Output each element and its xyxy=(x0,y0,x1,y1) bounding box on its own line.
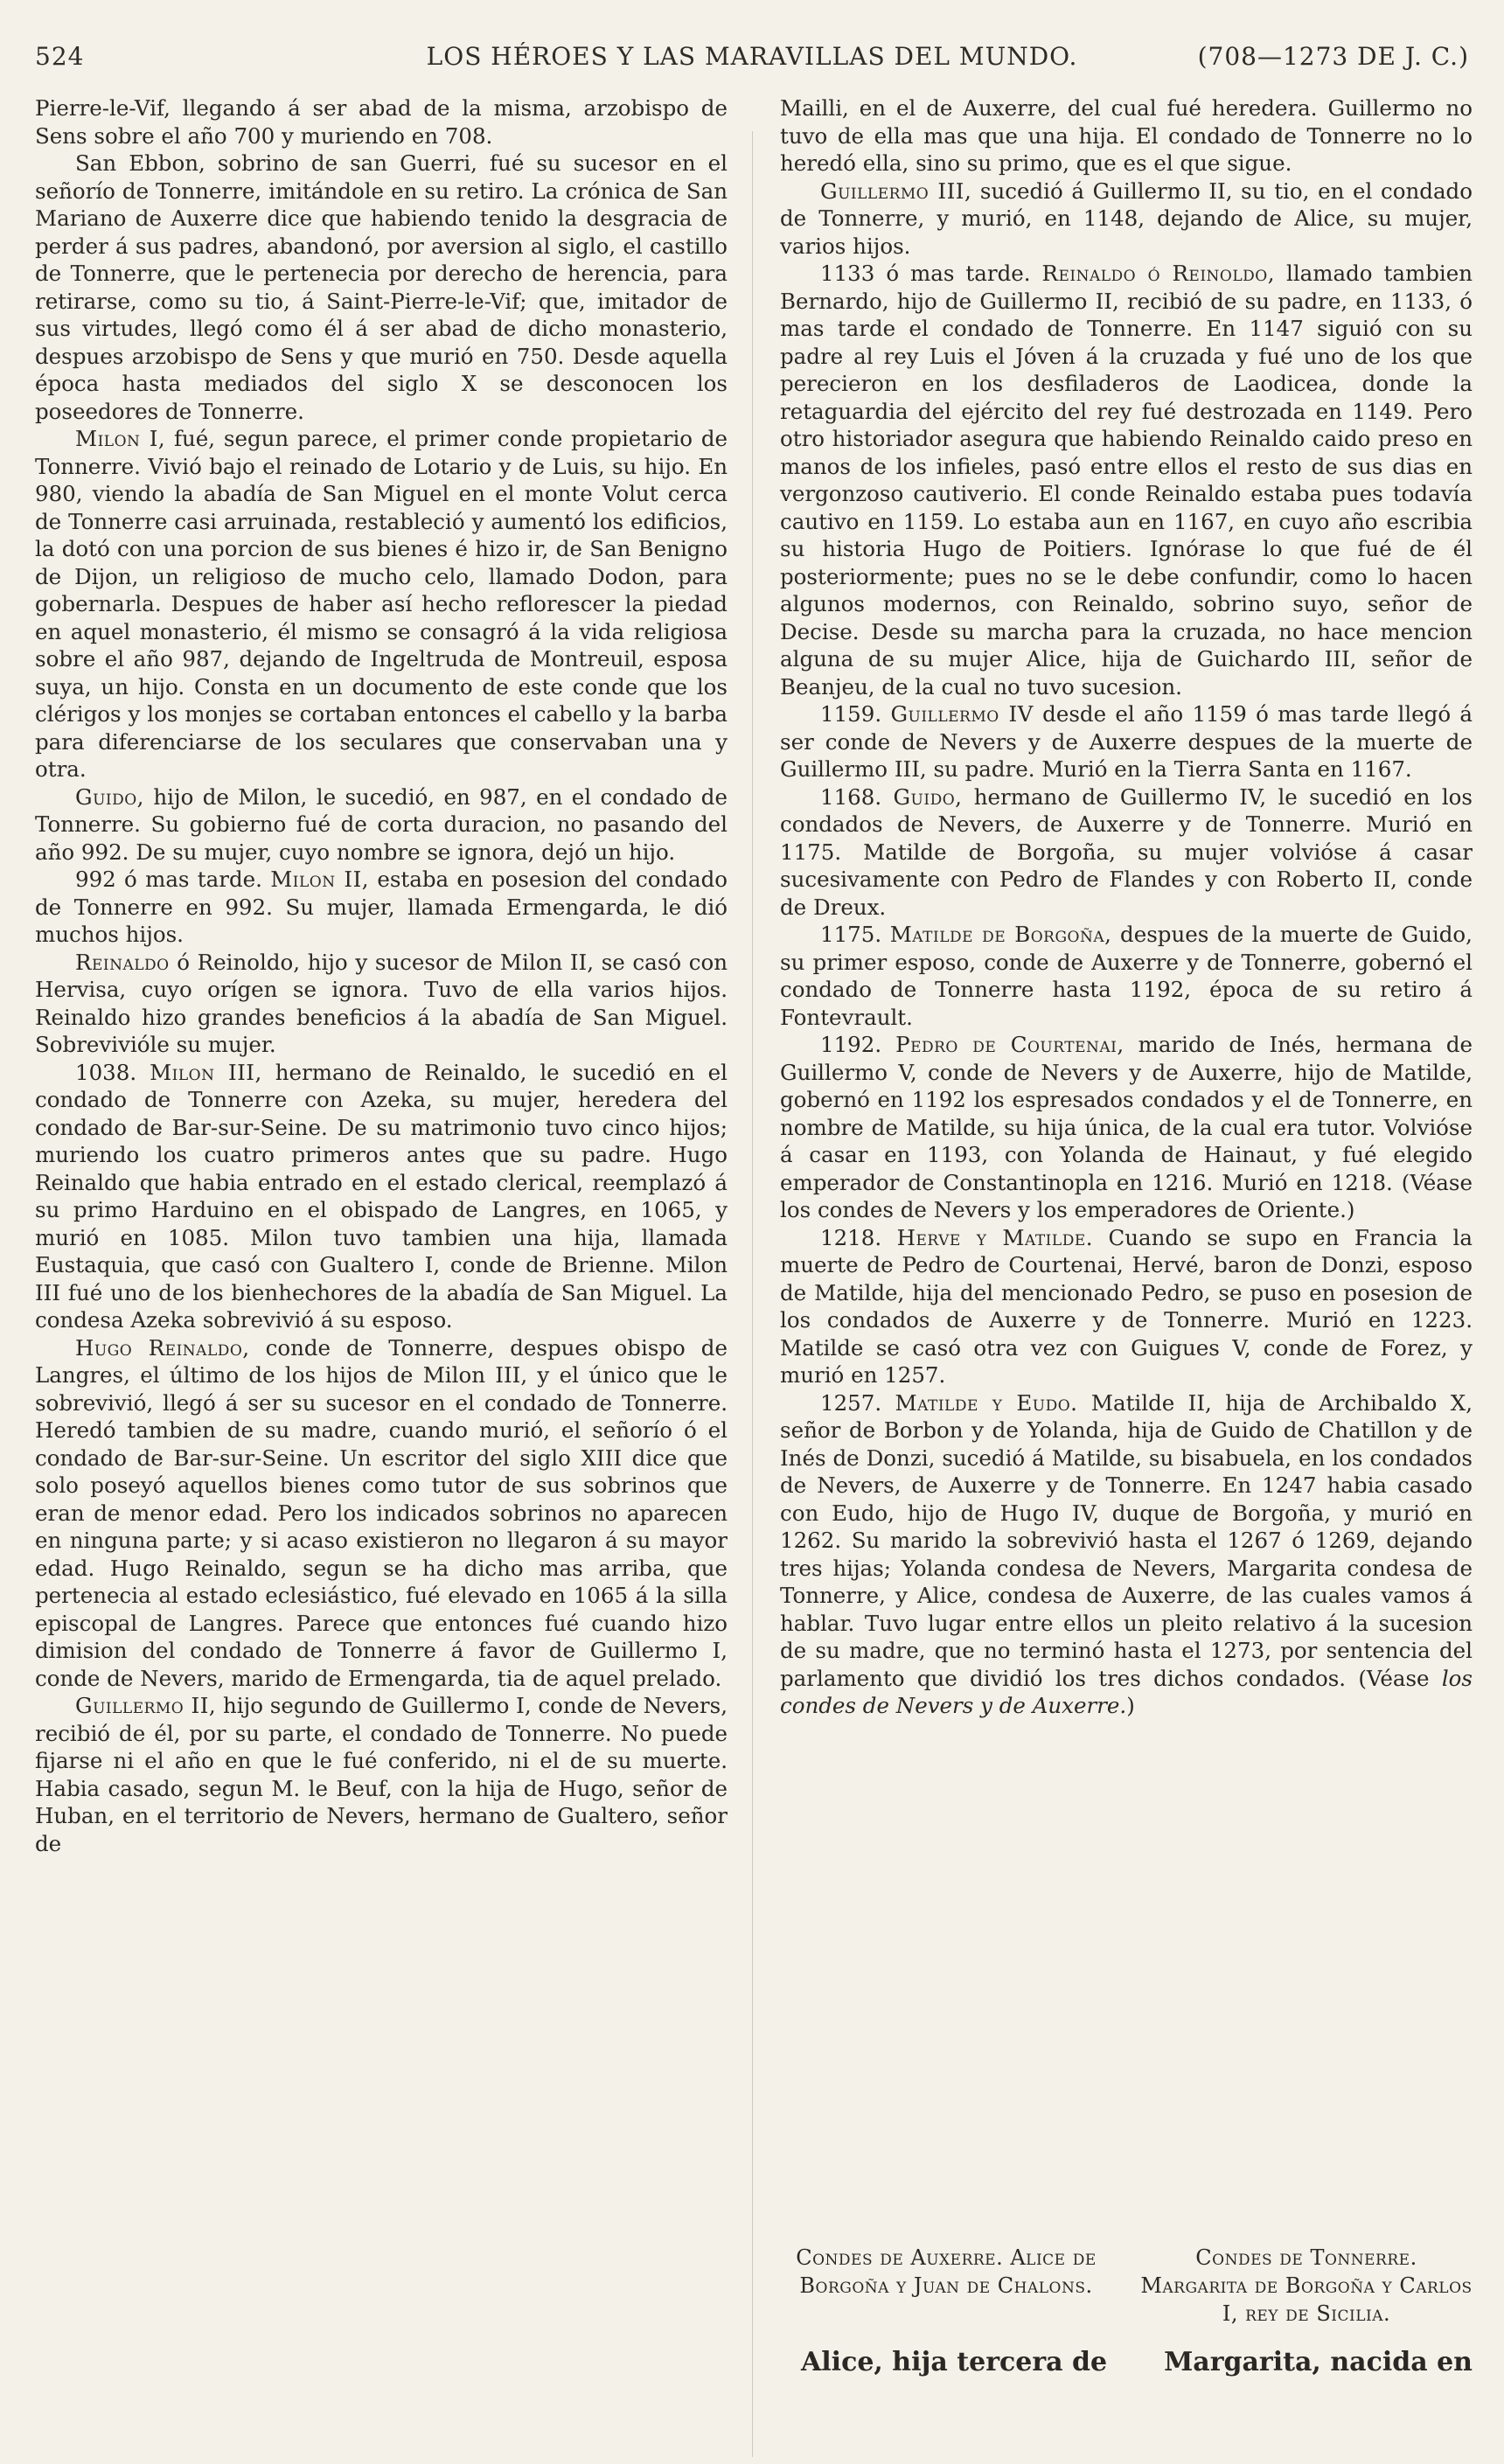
entry-name: Reinaldo ó Reinoldo, xyxy=(1041,261,1276,286)
page-title: LOS HÉROES Y LAS MARAVILLAS DEL MUNDO. xyxy=(426,42,1078,71)
page-number: 524 xyxy=(35,42,85,71)
text-run: 1192. xyxy=(820,1032,896,1057)
paragraph xyxy=(780,177,1473,261)
paragraph xyxy=(780,921,1473,1031)
running-header xyxy=(35,42,1469,94)
text-run: San Ebbon, sobrino de san Guerri, fué su sucesor en el señorío de Tonnerre, imitándole en su retiro. La crónica de San Mariano de Auxerre dice que habiendo tenido la desgracia de perder á sus padres, abandonó, por aversion al siglo, el castillo de Tonnerre, que le pertenecia por derecho de herencia, para retirarse, como su tio, á Saint-Pierre-le-Vif; que, imitador de sus virtudes, llegó como él á ser abad de dicho monasterio, despues arzobispo de Sens y que murió en 750. Desde aquella época hasta mediados del siglo X se desconocen los poseedores de Tonnerre. xyxy=(35,150,728,424)
paragraph xyxy=(780,1389,1473,1720)
text-run: ó Reinoldo, hijo y sucesor de Milon II, se casó con Hervisa, cuyo orígen se ignora. Tuvo de ella varios hijos. Reinaldo hizo grandes beneficios á la abadía de San Miguel. Sobrevivióle su mujer. xyxy=(35,949,728,1057)
text-run: hijo de Milon, le sucedió, en 987, en el condado de Tonnerre. Su gobierno fué de corta duracion, no pasando del año 992. De su mujer, cuyo nombre se ignora, dejó un hijo. xyxy=(35,783,728,865)
bottom-left-text: Alice, hija tercera de xyxy=(801,2347,1108,2377)
paragraph xyxy=(35,866,728,949)
paragraph xyxy=(35,949,728,1059)
paragraph xyxy=(35,783,728,867)
text-run: Mailli, en el de Auxerre, del cual fué heredera. Guillermo no tuvo de ella mas que una hija. El condado de Tonnerre no lo heredó ella, sino su primo, que es el que sigue. xyxy=(780,95,1473,176)
paragraph xyxy=(780,94,1473,177)
text-run: 1218. xyxy=(820,1224,897,1250)
entry-name: Guillermo IV xyxy=(890,701,1034,727)
paragraph xyxy=(35,94,728,150)
paragraph xyxy=(35,1692,728,1857)
entry-name: Guillermo II, xyxy=(75,1693,217,1718)
text-run: ) xyxy=(1126,1693,1135,1718)
paragraph xyxy=(780,260,1473,700)
paragraph xyxy=(780,700,1473,783)
entry-name: Pedro de Courtenai, xyxy=(895,1032,1125,1057)
text-run: 1257. xyxy=(820,1389,895,1416)
paragraph xyxy=(35,150,728,425)
text-run: conde de Tonnerre, despues obispo de Langres, el último de los hijos de Milon III, y el único que le sobrevivió, llegó á ser su sucesor en el condado de Tonnerre. Heredó tambien de su madre, cuando murió, el señorío ó el condado de Bar-sur-Seine. Un escritor del siglo XIII dice que solo poseyó aquellos bienes como tutor de sus sobrinos que eran de menor edad. Pero los indicados sobrinos no aparecen en ninguna parte; y si acaso existieron no llegaron á su mayor edad. Hugo Reinaldo, segun se ha dicho mas arriba, que pertenecia al estado eclesiástico, fué elevado en 1065 á la silla episcopal de Langres. Parece que entonces fué cuando hizo dimision del condado de Tonnerre á favor de Guillermo I, conde de Nevers, marido de Ermengarda, tia de aquel prelado. xyxy=(35,1334,728,1691)
text-run: 1133 ó mas tarde. xyxy=(820,261,1042,286)
entry-name: Guido, xyxy=(893,783,963,810)
entry-name: Milon II, xyxy=(270,867,370,892)
bottom-right-text: Margarita, nacida en xyxy=(1164,2347,1473,2377)
paragraph xyxy=(35,425,728,783)
text-run: 1038. xyxy=(75,1059,150,1085)
text-run: marido de Inés, hermana de Guillermo V, conde de Nevers y de Auxerre, hijo de Matilde, gobernó en 1192 los espresados condados y el de Tonnerre, en nombre de Matilde, su hija única, de la cual era tutor. Volvióse á casar en 1193, con Yolanda de Hainaut, y fué elegido emperador de Constantinopla en 1216. Murió en 1218. (Véase los condes de Nevers y los emperadores de Oriente.) xyxy=(780,1032,1473,1222)
text-run: despues de la muerte de Guido, su primer esposo, conde de Auxerre y de Tonnerre, gobernó el condado de Tonnerre hasta 1192, época de su retiro á Fontevrault. xyxy=(780,922,1473,1030)
paragraph xyxy=(780,1224,1473,1389)
column-divider xyxy=(752,131,753,2457)
text-run: hermano de Guillermo IV, le sucedió en los condados de Nevers, de Auxerre y de Tonnerre. Murió en 1175. Matilde de Borgoña, su mujer volvióse á casar sucesivamente con Pedro de Flandes y con Roberto II, conde de Dreux. xyxy=(780,783,1473,920)
text-run: llamado tambien Bernardo, hijo de Guillermo II, recibió de su padre, en 1133, ó mas tarde el condado de Tonnerre. En 1147 siguió con su padre al rey Luis el Jóven á la cruzada y fué uno de los que perecieron en los desfiladeros de Laodicea, donde la retaguardia del ejército del rey fué destrozada en 1149. Pero otro historiador asegura que habiendo Reinaldo caido preso en manos de los infieles, pasó entre ellos el resto de sus dias en vergonzoso cautiverio. El conde Reinaldo estaba pues todavía cautivo en 1159. Lo estaba aun en 1167, en cuyo año escribia su historia Hugo de Poitiers. Ignórase lo que fué de él posteriormente; pues no se le debe confundir, como lo hacen algunos modernos, con Reinaldo, sobrino suyo, señor de Decise. Desde su marcha para la cruzada, no hace mencion alguna de su mujer Alice, hija de Guichardo III, señor de Beanjeu, de la cual no tuvo sucesion. xyxy=(780,261,1473,700)
text-run: sucedió á Guillermo II, su tio, en el condado de Tonnerre, y murió, en 1148, dejando de Alice, su mujer, varios hijos. xyxy=(780,177,1473,259)
paragraph xyxy=(35,1334,728,1693)
paragraph xyxy=(780,1031,1473,1224)
text-run: 1159. xyxy=(820,701,891,727)
text-run: hijo segundo de Guillermo I, conde de Nevers, recibió de él, por su parte, el condado de Tonnerre. No puede fijarse ni el año en que le fué conferido, ni el de su muerte. Habia casado, segun M. le Beuf, con la hija de Hugo, señor de Huban, en el territorio de Nevers, hermano de Gualtero, señor de xyxy=(35,1693,728,1856)
cross-reference: los condes de Nevers y de Auxerre. xyxy=(780,1665,1473,1718)
text-run: Cuando se supo en Francia la muerte de Pedro de Courtenai, Hervé, baron de Donzi, esposo de Matilde, hija del mencionado Pedro, se puso en posesion de los condados de Auxerre y de Tonnerre. Murió en 1223. Matilde se casó otra vez con Guigues V, conde de Forez, y murió en 1257. xyxy=(780,1224,1473,1388)
text-run: 992 ó mas tarde. xyxy=(75,867,271,892)
text-run: 1175. xyxy=(820,922,890,947)
left-column xyxy=(35,94,728,1857)
text-run: Pierre-le-Vif, llegando á ser abad de la misma, arzobispo de Sens sobre el año 700 y muriendo en 708. xyxy=(35,95,728,149)
entry-name: Hugo Reinaldo, xyxy=(75,1334,250,1361)
entry-name: Reinaldo xyxy=(75,949,170,975)
entry-name: Milon I, xyxy=(75,426,166,451)
section-subheads xyxy=(780,2244,1473,2357)
date-range: (708—1273 DE J. C.) xyxy=(1197,42,1469,71)
text-run: fué, segun parece, el primer conde propietario de Tonnerre. Vivió bajo el reinado de Lotario y de Luis, su hijo. En 980, viendo la abadía de San Miguel en el monte Volut cerca de Tonnerre casi arruinada, restableció y aumentó los edificios, la dotó con una porcion de sus bienes é hizo ir, de San Benigno de Dijon, un religioso de mucho celo, llamado Dodon, para gobernarla. Despues de haber así hecho reflorescer la piedad en aquel monasterio, él mismo se consagró á la vida religiosa sobre el año 987, dejando de Ingeltruda de Montreuil, esposa suya, un hijo. Consta en un documento de este conde que los clérigos y los monjes se cortaban entonces el cabello y la barba para diferenciarse de los seculares que conservaban una y otra. xyxy=(35,426,728,782)
entry-name: Guillermo III, xyxy=(820,177,972,204)
paragraph xyxy=(35,1059,728,1334)
text-run: Matilde II, hija de Archibaldo X, señor de Borbon y de Yolanda, hija de Guido de Chatillon y de Inés de Donzi, sucedió á Matilde, su bisabuela, en los condados de Nevers, de Auxerre y de Tonnerre. En 1247 habia casado con Eudo, hijo de Hugo IV, duque de Borgoña, y murió en 1262. Su marido la sobrevivió hasta el 1267 ó 1269, dejando tres hijas; Yolanda condesa de Nevers, Margarita condesa de Tonnerre, y Alice, condesa de Auxerre, de las cuales vamos á hablar. Tuvo lugar entre ellos un pleito relativo á la sucesion de su madre, que no terminó hasta el 1273, por sentencia del parlamento que dividió los tres dichos condados. (Véase xyxy=(780,1389,1473,1691)
entry-name: Matilde de Borgoña, xyxy=(889,922,1112,947)
text-run: estaba en posesion del condado de Tonnerre en 992. Su mujer, llamada Ermengarda, le dió muchos hijos. xyxy=(35,867,728,947)
subhead-tonnerre: Condes de Tonnerre. Margarita de Borgoña y Carlos I, rey de Sicilia. xyxy=(1140,2245,1473,2326)
text-run: 1168. xyxy=(820,783,894,810)
entry-name: Guido, xyxy=(75,783,144,810)
entry-name: Herve y Matilde. xyxy=(896,1224,1094,1250)
entry-name: Milon III, xyxy=(150,1059,262,1085)
text-run: desde el año 1159 ó mas tarde llegó á ser conde de Nevers y de Auxerre despues de la muerte de Guillermo III, su padre. Murió en la Tierra Santa en 1167. xyxy=(780,701,1473,782)
paragraph xyxy=(780,783,1473,922)
subhead-auxerre: Condes de Auxerre. Alice de Borgoña y Juan de Chalons. xyxy=(796,2245,1097,2298)
right-column xyxy=(780,94,1473,1720)
entry-name: Matilde y Eudo. xyxy=(895,1389,1078,1416)
text-run: hermano de Reinaldo, le sucedió en el condado de Tonnerre con Azeka, su mujer, heredera del condado de Bar-sur-Seine. De su matrimonio tuvo cinco hijos; muriendo los cuatro primeros antes que su padre. Hugo Reinaldo que habia entrado en el estado clerical, reemplazó á su primo Harduino en el obispado de Langres, en 1065, y murió en 1085. Milon tuvo tambien una hija, llamada Eustaquia, que casó con Gualtero I, conde de Brienne. Milon III fué uno de los bienhechores de la abadía de San Miguel. La condesa Azeka sobrevivió á su esposo. xyxy=(35,1059,728,1333)
